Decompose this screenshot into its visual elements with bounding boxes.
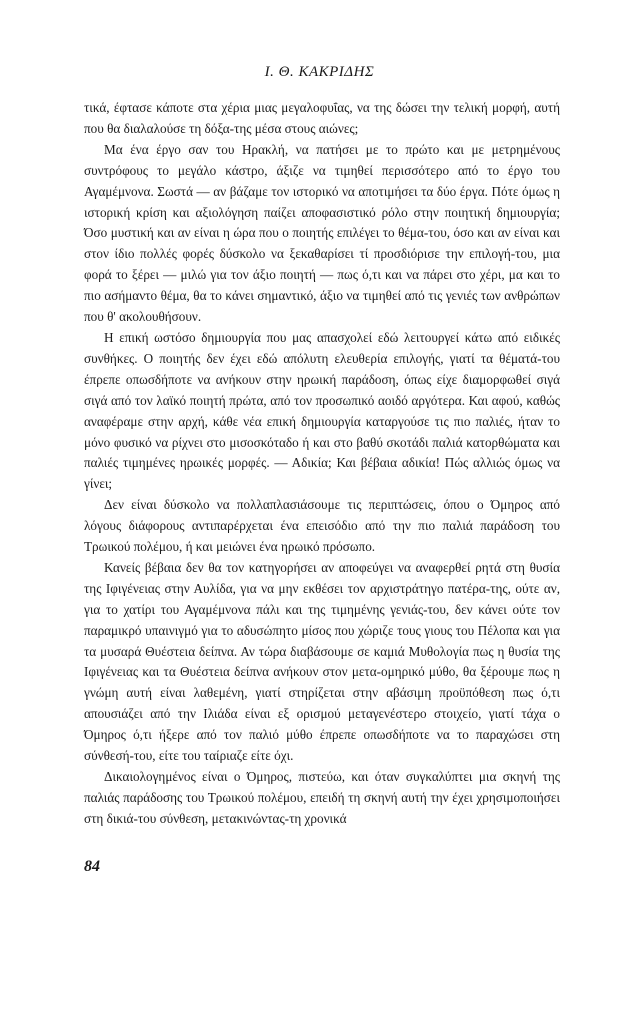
paragraph: Δικαιολογημένος είναι ο Όμηρος, πιστεύω, και όταν συγκαλύπτει μια σκηνή της παλιάς παράδοσης του Τρωικού πολέμου, επειδή τη σκηνή αυτή την έχει χρησιμοποιήσει στη δικιά-του σύνθεση, μετακινώντας-τη χρονικά <box>84 769 560 826</box>
running-head: Ι. Θ. ΚΑΚΡΙΔΗΣ <box>264 64 375 80</box>
paragraph: Μα ένα έργο σαν του Ηρακλή, να πατήσει με το πρώτο και με μετρημένους συντρόφους το μεγάλο κάστρο, άξιζε να τιμηθεί περισσότερο από το έργο του Αγαμέμνονα. Σωστά — αν βάζαμε τον ιστορικό να αποτιμήσει τα δύο έργα. Πότε όμως η ιστορική κρίση και αξιολόγηση παίζει αποφασιστικό ρόλο στην ποιητική δημιουργία; Όσο μυστική και αν είναι η ώρα που ο ποιητής επιλέγει το θέμα-του, όσο και αν είναι και στον ίδιο πολλές φορές δύσκολο να ξεκαθαρίσει τί προσδιόρισε την επιλογή-του, μια φορά το ξέρει — μιλώ για τον άξιο ποιητή — πως ό,τι και να πάρει στο χέρι, μα και το πιο ασήμαντο θέμα, θα το κάνει σημαντικό, άξιο να τιμηθεί από τις γενιές των ανθρώπων που θ' ακολουθήσουν. <box>84 141 560 325</box>
paragraph-continued: τικά, έφτασε κάποτε στα χέρια μιας μεγαλοφυΐας, να της δώσει την τελική μορφή, αυτή που θα διαλαλούσε τη δόξα-της μέσα στους αιώνες; <box>84 100 560 136</box>
paragraph: Κανείς βέβαια δεν θα τον κατηγορήσει αν αποφεύγει να αναφερθεί ρητά στη θυσία της Ιφιγένειας στην Αυλίδα, για να μην εκθέσει τον αρχιστράτηγο πατέρα-της, ούτε αν, για το χατίρι του Αγαμέμνονα πάλι και της τιμημένης γενιάς-του, δεν κάνει ούτε τον παραμικρό υπαινιγμό για το αδυσώπητο μίσος που χώριζε τους γιους του Πέλοπα και για τα μυσαρά Θυέστεια δείπνα. Αν τώρα διαβάσουμε σε καμιά Μυθολογία πως η θυσία της Ιφιγένειας και τα Θυέστεια δείπνα ανήκουν στον μετα-ομηρικό μύθο, θα ξέρουμε πως η γνώμη αυτή είναι λαθεμένη, γιατί στηρίζεται στην αβάσιμη προϋπόθεση πως ό,τι απουσιάζει από την Ιλιάδα είναι εξ ορισμού μεταγενέστερο στοιχείο, γιατί τάχα ο Όμηρος ό,τι ήξερε από τον παλιό μύθο έπρεπε οπωσδήποτε να το παραχώσει στη σύνθεσή-του, είτε του ταίριαζε είτε όχι. <box>84 559 560 764</box>
page-number: 84 <box>84 858 100 875</box>
paragraph: Η επική ωστόσο δημιουργία που μας απασχολεί εδώ λειτουργεί κάτω από ειδικές συνθήκες. Ο ποιητής δεν έχει εδώ απόλυτη ελευθερία επιλογής, γιατί τα θέματά-του έπρεπε οπωσδήποτε να ανήκουν στην ηρωική παράδοση, όπως είχε διαμορφωθεί σιγά σιγά από τον λαϊκό ποιητή πρώτα, από τον προσωπικό αοιδό αργότερα. Και αφού, καθώς αναφέραμε στην αρχή, κάθε νέα επική δημιουργία καταργούσε τις πιο παλιές, ήταν το μόνο φυσικό να ρίχνει στο μισοσκόταδο ή και στο βαθύ σκοτάδι παλιά κατορθώματα και παλιές τιμημένες ηρωικές μορφές. — Αδικία; Και βέβαια αδικία! Πώς αλλιώς όμως να γίνει; <box>84 329 560 492</box>
body-text <box>84 98 560 830</box>
paragraph: Δεν είναι δύσκολο να πολλαπλασιάσουμε τις περιπτώσεις, όπου ο Όμηρος από λόγους διάφορους αντιπαρέρχεται ένα επεισόδιο από την πιο παλιά παράδοση του Τρωικού πολέμου, ή και μειώνει ένα ηρωικό πρόσωπο. <box>84 497 560 555</box>
